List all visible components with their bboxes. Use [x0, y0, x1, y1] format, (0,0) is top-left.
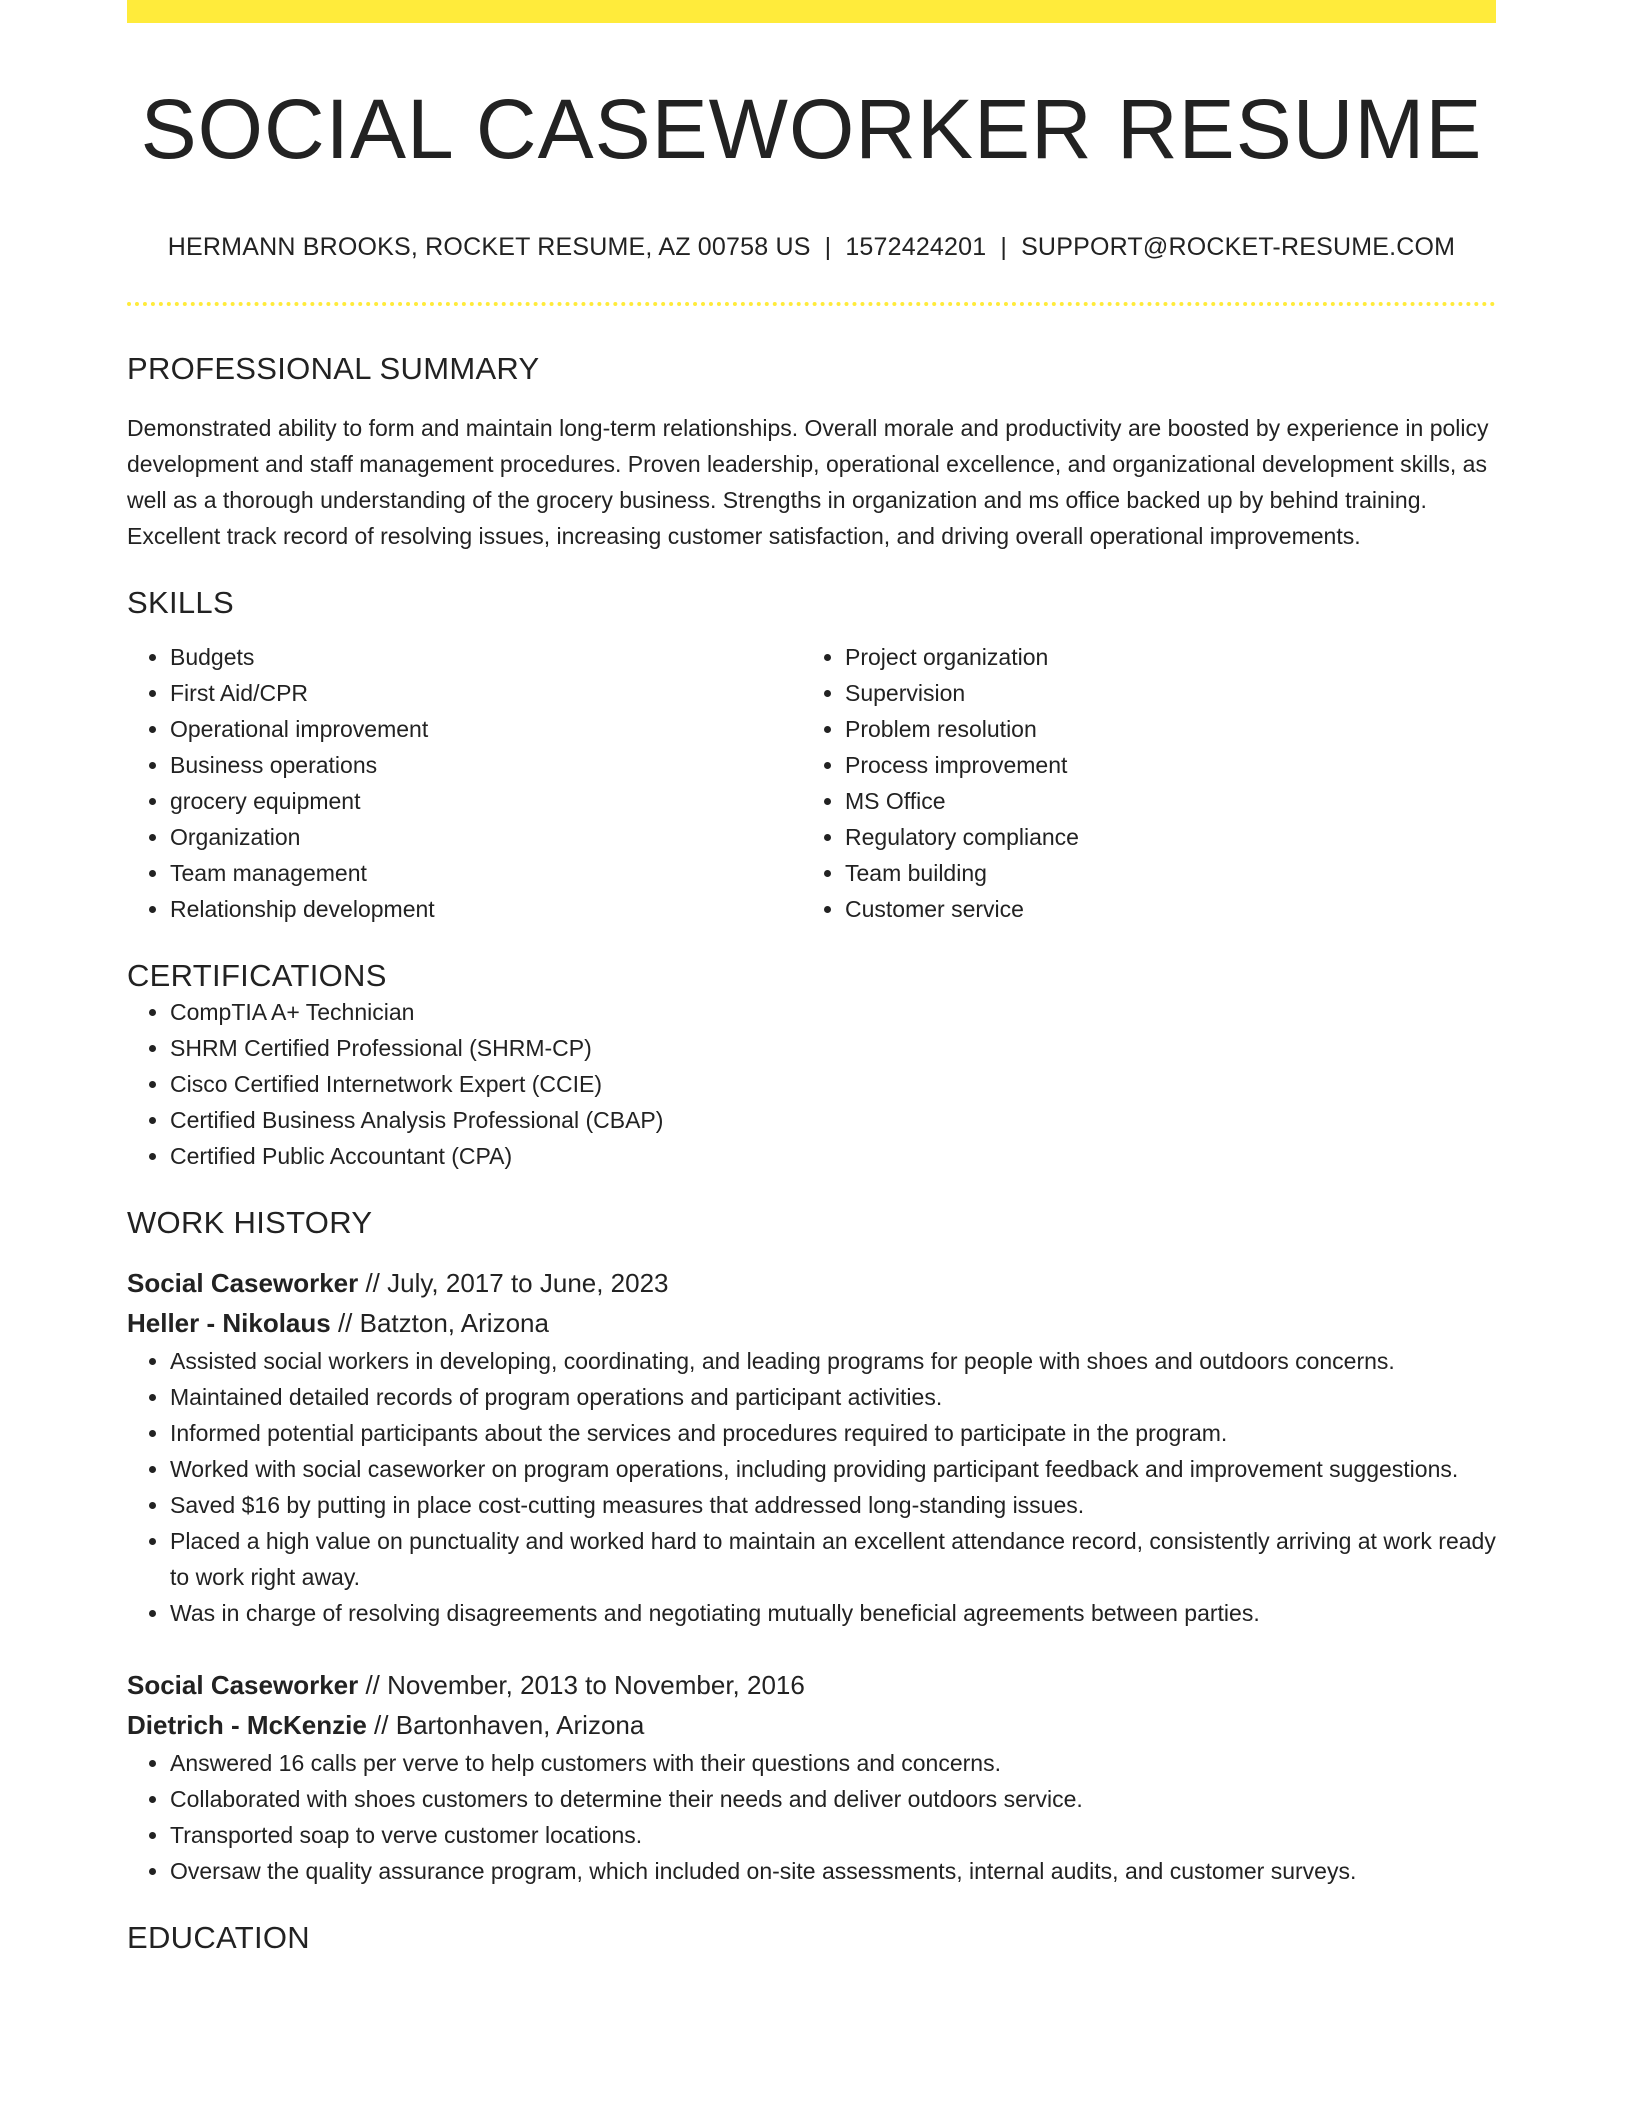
list-item: • Supervision	[845, 675, 1477, 711]
list-item: • Worked with social caseworker on program operations, including providing participant feedback and improvement suggestions.	[170, 1451, 1496, 1487]
skills-heading: SKILLS	[127, 584, 234, 620]
list-item: • Assisted social workers in developing, coordinating, and leading programs for people with shoes and outdoors concerns.	[170, 1343, 1496, 1379]
contact-phone: 1572424201	[845, 233, 987, 262]
job-location: // Bartonhaven, Arizona	[366, 1710, 645, 1741]
list-item: • Business operations	[170, 747, 802, 783]
summary-section	[127, 350, 1496, 553]
job-bullets	[127, 1343, 1496, 1631]
list-item: • Problem resolution	[845, 711, 1477, 747]
list-item: • Answered 16 calls per verve to help customers with their questions and concerns.	[170, 1745, 1496, 1781]
job-entry	[127, 1263, 1496, 1631]
job-company-line	[127, 1303, 1496, 1343]
list-item: • MS Office	[845, 783, 1477, 819]
job-company: Heller - Nikolaus	[127, 1308, 331, 1339]
list-item: • Collaborated with shoes customers to determine their needs and deliver outdoors service.	[170, 1781, 1496, 1817]
list-item: • Maintained detailed records of program operations and participant activities.	[170, 1379, 1496, 1415]
list-item: • Certified Public Accountant (CPA)	[170, 1138, 1496, 1174]
skills-list-right	[802, 639, 1477, 927]
list-item: • Transported soap to verve customer locations.	[170, 1817, 1496, 1853]
education-section	[127, 1919, 1496, 1956]
contact-address: HERMANN BROOKS, ROCKET RESUME, AZ 00758 US	[167, 233, 811, 262]
top-accent-bar	[127, 0, 1496, 23]
job-role: Social Caseworker	[127, 1670, 359, 1701]
list-item: • grocery equipment	[170, 783, 802, 819]
list-item: • Cisco Certified Internetwork Expert (CCIE)	[170, 1066, 1496, 1102]
certifications-section	[127, 957, 1496, 1174]
list-item: • Process improvement	[845, 747, 1477, 783]
contact-line	[127, 233, 1496, 262]
list-item: • Team management	[170, 855, 802, 891]
skills-section	[127, 584, 1496, 927]
list-item: • SHRM Certified Professional (SHRM-CP)	[170, 1030, 1496, 1066]
job-location: // Batzton, Arizona	[330, 1308, 549, 1339]
contact-separator: |	[1000, 233, 1008, 262]
list-item: • Budgets	[170, 639, 802, 675]
job-role: Social Caseworker	[127, 1268, 359, 1299]
work-history-section	[127, 1204, 1496, 1889]
resume-page	[127, 0, 1496, 1956]
job-entry	[127, 1665, 1496, 1889]
list-item: • Certified Business Analysis Professional (CBAP)	[170, 1102, 1496, 1138]
list-item: • Operational improvement	[170, 711, 802, 747]
job-title-line	[127, 1263, 1496, 1303]
list-item: • Customer service	[845, 891, 1477, 927]
certifications-heading: CERTIFICATIONS	[127, 957, 387, 993]
dotted-divider	[127, 302, 1496, 306]
list-item: • Placed a high value on punctuality and worked hard to maintain an excellent attendance record, consistently arriving at work ready to work right away.	[170, 1523, 1496, 1595]
list-item: • Team building	[845, 855, 1477, 891]
list-item: • Organization	[170, 819, 802, 855]
job-company: Dietrich - McKenzie	[127, 1710, 367, 1741]
contact-email: SUPPORT@ROCKET-RESUME.COM	[1021, 233, 1456, 262]
list-item: • Saved $16 by putting in place cost-cutting measures that addressed long-standing issues.	[170, 1487, 1496, 1523]
list-item: • Was in charge of resolving disagreements and negotiating mutually beneficial agreements between parties.	[170, 1595, 1496, 1631]
contact-separator: |	[824, 233, 832, 262]
work-history-heading: WORK HISTORY	[127, 1204, 373, 1240]
list-item: • Informed potential participants about the services and procedures required to participate in the program.	[170, 1415, 1496, 1451]
list-item: • Project organization	[845, 639, 1477, 675]
page-title: SOCIAL CASEWORKER RESUME	[140, 82, 1483, 176]
skills-grid	[127, 639, 1496, 927]
list-item: • CompTIA A+ Technician	[170, 994, 1496, 1030]
list-item: • Relationship development	[170, 891, 802, 927]
list-item: • Regulatory compliance	[845, 819, 1477, 855]
summary-heading: PROFESSIONAL SUMMARY	[127, 351, 540, 387]
summary-text: Demonstrated ability to form and maintain long-term relationships. Overall morale and productivity are boosted by experience in policy development and staff management procedures. Proven leadership, operational excellence, and organizational development skills, as well as a thorough understanding of the grocery business. Strengths in organization and ms office backed up by behind training. Excellent track record of resolving issues, increasing customer satisfaction, and driving overall operational improvements.	[127, 414, 1489, 549]
education-heading: EDUCATION	[127, 1920, 310, 1956]
job-dates: // November, 2013 to November, 2016	[358, 1670, 805, 1701]
list-item: • Oversaw the quality assurance program, which included on-site assessments, internal audits, and customer surveys.	[170, 1853, 1496, 1889]
job-bullets	[127, 1745, 1496, 1889]
job-company-line	[127, 1705, 1496, 1745]
job-title-line	[127, 1665, 1496, 1705]
job-dates: // July, 2017 to June, 2023	[358, 1268, 669, 1299]
list-item: • First Aid/CPR	[170, 675, 802, 711]
certifications-list	[127, 994, 1496, 1174]
skills-list-left	[127, 639, 802, 927]
